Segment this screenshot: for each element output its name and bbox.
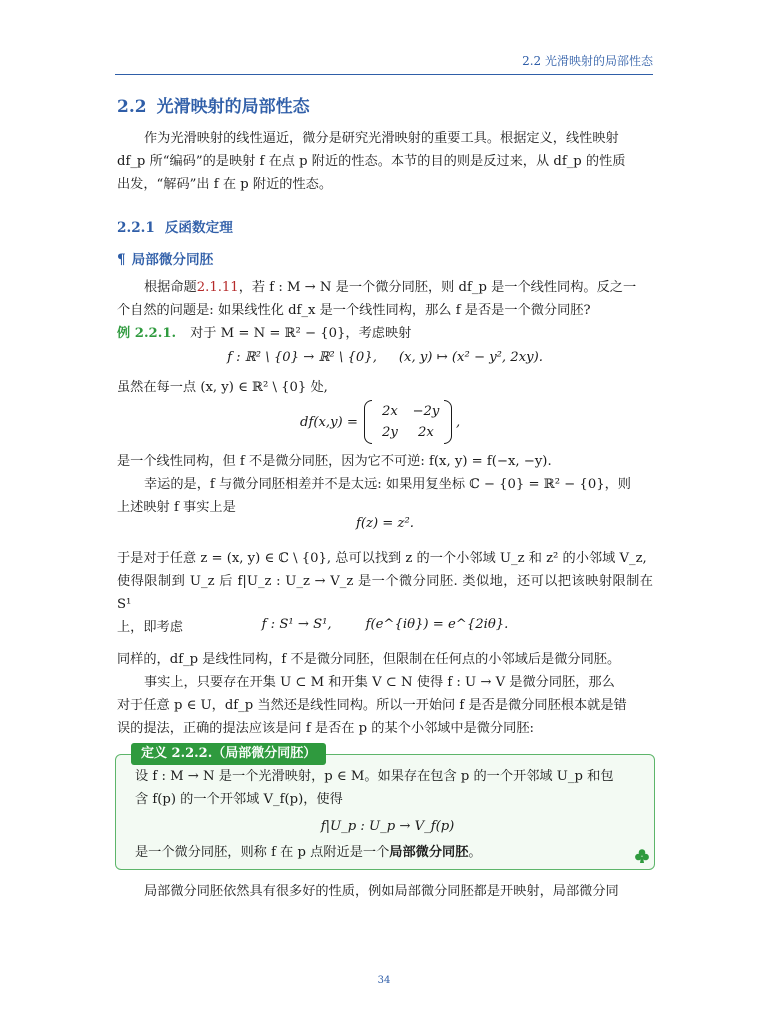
- paragraph-heading: [117, 248, 213, 268]
- text-line: 是一个线性同构，但 f 不是微分同胚，因为它不可逆: f(x, y) = f(−x, −y).: [117, 454, 552, 469]
- jacobian-lhs: df(x,y) =: [300, 414, 358, 430]
- paragraph-similarly: 同样的，df_p 是线性同构，f 不是微分同胚，但限制在任何点的小邻域后是微分同胚。: [117, 652, 621, 667]
- page-number: 34: [377, 975, 391, 986]
- example-label: 例 2.2.1.: [117, 326, 177, 341]
- jacobian-matrix: [364, 404, 452, 440]
- intro-paragraph: [117, 127, 653, 196]
- matrix-entry: 2x: [382, 404, 398, 419]
- paragraph-heading-text: 局部微分同胚: [131, 252, 214, 268]
- definition-conclusion: [135, 841, 640, 864]
- text-line: df_p 所“编码”的是映射 f 在点 p 附近的性态。本节的目的则是反过来，从 df_p 的性质: [117, 154, 626, 169]
- definition-line: 设 f : M → N 是一个光滑映射，p ∈ M。如果存在包含 p 的一个开邻域 U_p 和包: [135, 769, 614, 784]
- subsection-number: 2.2.1: [117, 220, 155, 236]
- text-line: 作为光滑映射的线性逼近，微分是研究光滑映射的重要工具。根据定义，线性映射: [144, 131, 619, 146]
- equation-left: f : ℝ² \ {0} → ℝ² \ {0},: [227, 350, 377, 365]
- text-fragment: 。: [468, 845, 482, 860]
- equation-left: f : S¹ → S¹,: [261, 617, 332, 632]
- definition-label: 定义 2.2.2.（局部微分同胚）: [131, 743, 326, 765]
- text-line: 对于任意 p ∈ U，df_p 当然还是线性同构。所以一开始问 f 是否是微分同胚根本就是错: [117, 698, 627, 713]
- paragraph-proposition: [117, 276, 653, 322]
- proposition-link[interactable]: 2.1.11: [196, 280, 239, 295]
- equation-map: [117, 350, 653, 365]
- jacobian-equation: [300, 396, 460, 448]
- text-fragment: 是一个微分同胚，则称 f 在 p 点附近是一个: [135, 845, 390, 860]
- text-line: 误的提法，正确的提法应该是问 f 是否在 p 的某个小邻域中是微分同胚:: [117, 721, 534, 736]
- equation-right: (x, y) ↦ (x² − y², 2xy).: [398, 350, 543, 365]
- running-head: 2.2 光滑映射的局部性态: [522, 54, 653, 68]
- text-line: 个自然的问题是: 如果线性化 df_x 是一个线性同构，那么 f 是否是一个微分同胚?: [117, 303, 591, 318]
- paragraph-not-invertible: [117, 450, 653, 519]
- matrix-entry: −2y: [412, 404, 440, 419]
- equation-tail: ,: [455, 414, 461, 430]
- definition-line: 含 f(p) 的一个开邻域 V_f(p)，使得: [135, 792, 343, 807]
- matrix-entry: 2y: [382, 425, 398, 440]
- example-text: 对于 M = N = ℝ² − {0}，考虑映射: [190, 326, 412, 341]
- text-line: 事实上，只要存在开集 U ⊂ M 和开集 V ⊂ N 使得 f : U → V 是微分同胚，那么: [144, 675, 615, 690]
- pilcrow-symbol: ¶: [117, 252, 126, 268]
- equation-circle: [117, 617, 653, 632]
- paragraph-every-point: 虽然在每一点 (x, y) ∈ ℝ² \ {0} 处,: [117, 380, 328, 395]
- text-line: 幸运的是，f 与微分同胚相差并不是太远: 如果用复坐标 ℂ − {0} = ℝ² − {0}，则: [144, 477, 631, 492]
- text-line: 出发，“解码”出 f 在 p 附近的性态。: [117, 177, 333, 192]
- definition-equation: f|U_p : U_p → V_f(p): [320, 819, 455, 834]
- text-line: [117, 276, 653, 299]
- equation-right: f(e^{iθ}) = e^{2iθ}.: [365, 617, 509, 632]
- text-line: 上，即考虑: [117, 620, 183, 635]
- subsection-title-text: 反函数定理: [164, 220, 233, 236]
- paragraph-local-properties: 局部微分同胚依然具有很多好的性质，例如局部微分同胚都是开映射，局部微分同: [144, 884, 619, 899]
- text-line: 上述映射 f 事实上是: [117, 500, 236, 515]
- text-fragment: ，若 f : M → N 是一个微分同胚，则 df_p 是一个线性同构。反之一: [238, 280, 637, 295]
- example-line: [117, 322, 653, 345]
- section-number: 2.2: [117, 97, 147, 117]
- section-title-text: 光滑映射的局部性态: [156, 97, 310, 117]
- club-icon: [634, 848, 650, 864]
- header-rule: [115, 74, 653, 75]
- matrix-entry: 2x: [418, 425, 434, 440]
- text-fragment: 根据命题: [144, 280, 197, 295]
- subsection-title: [117, 216, 233, 236]
- section-title: [117, 92, 310, 117]
- text-line: 使得限制到 U_z 后 f|U_z : U_z → V_z 是一个微分同胚. 类似地，还可以把该映射限制在 S¹: [117, 574, 653, 612]
- equation-complex: f(z) = z².: [356, 516, 414, 531]
- paragraph-in-fact: [117, 671, 653, 740]
- text-line: 于是对于任意 z = (x, y) ∈ ℂ \ {0}, 总可以找到 z 的一个小邻域 U_z 和 z² 的小邻域 V_z,: [117, 551, 647, 566]
- defined-term: 局部微分同胚: [389, 845, 469, 860]
